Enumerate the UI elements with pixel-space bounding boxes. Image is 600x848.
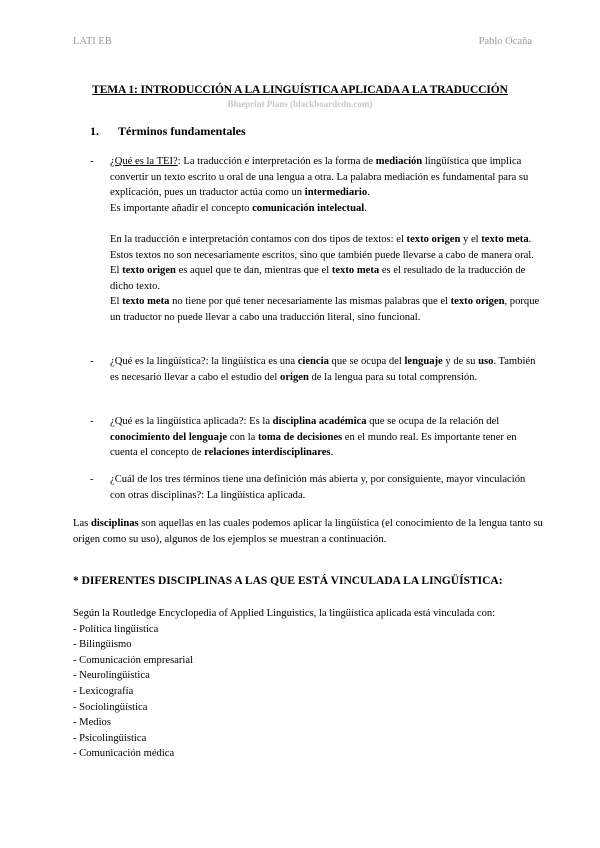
abierta-text: ¿Cuál de los tres términos tiene una definición más abierta y, por consiguiente, mayor vinculación con otras disciplinas?: La lingüística aplicada. xyxy=(110,474,526,501)
disciplinas-paragraph: Las disciplinas son aquellas en las cuales podemos aplicar la lingüística (el conocimiento de la lengua tanto su origen como su uso), algunos de los ejemplos se muestran a continuación. xyxy=(73,518,543,545)
tei-definition: ¿Qué es la TEI?: La traducción e interpretación es la forma de mediación lingüística que implica convertir un texto escrito u oral de una lengua a otra. La palabra mediación es fundamental para su explicación, pues un traductor actúa como un intermediario. xyxy=(110,156,529,199)
subheading-disciplinas: * DIFERENTES DISCIPLINAS A LAS QUE ESTÁ VINCULADA LA LINGÜÍSTICA: xyxy=(73,575,503,587)
list-item: - Medios xyxy=(73,717,111,729)
routledge-intro: Según la Routledge Encyclopedia of Applied Linguistics, la lingüística aplicada está vinculada con: xyxy=(73,608,496,619)
routledge-block xyxy=(73,606,543,762)
list-item-linguistica-aplicada xyxy=(90,414,540,461)
tei-concept: Es importante añadir el concepto comunicación intelectual. xyxy=(110,202,367,214)
list-item: - Lexicografía xyxy=(73,685,134,697)
bullet-dash: - xyxy=(90,416,94,427)
list-item: - Sociolingüística xyxy=(73,701,148,713)
linguistica-definition: ¿Qué es la lingüística?: la lingüística es una ciencia que se ocupa del lenguaje y de su uso. También es necesario llevar a cabo el estudio del origen de la lengua para su total comprensión. xyxy=(110,356,536,383)
tei-text-types: En la traducción e interpretación contamos con dos tipos de textos: el texto origen y el texto meta. Estos textos no son necesariamente escritos, sino que también puede llevarse a cabo de manera oral. El texto origen es aquel que te dan, mientras que el texto meta es el resultado de la traducción de dicho texto. xyxy=(110,233,534,292)
tei-meta-note: El texto meta no tiene por qué tener necesariamente las mismas palabras que el texto origen, porque un traductor no puede llevar a cabo una traducción literal, sino funcional. xyxy=(110,296,540,323)
bullet-dash: - xyxy=(90,474,94,485)
list-item-linguistica xyxy=(90,354,540,385)
page-title: TEMA 1: INTRODUCCIÓN A LA LINGUÍSTICA APLICADA A LA TRADUCCIÓN xyxy=(92,84,508,96)
list-item-tei xyxy=(90,154,540,326)
watermark: Blueprint Plans (blackboardcdn.com) xyxy=(227,99,373,109)
section-label: Términos fundamentales xyxy=(118,124,246,138)
header-author: Pablo Ocaña xyxy=(478,36,532,47)
bullet-dash: - xyxy=(90,156,94,167)
list-item: - Bilingüismo xyxy=(73,639,132,651)
header-course: LATI EB xyxy=(73,36,112,47)
bullet-dash: - xyxy=(90,356,94,367)
section-number: 1. xyxy=(90,124,99,138)
section-heading xyxy=(90,124,246,139)
list-item: - Comunicación empresarial xyxy=(73,654,194,666)
list-item: - Neurolingüística xyxy=(73,670,150,682)
list-item-definicion-abierta xyxy=(90,472,540,503)
aplicada-definition: ¿Qué es la lingüística aplicada?: Es la disciplina académica que se ocupa de la relación del conocimiento del lenguaje con la toma de decisiones en el mundo real. Es importante tener en cuenta el concepto de relaciones interdisciplinares. xyxy=(110,416,517,459)
list-item: - Comunicación médica xyxy=(73,748,175,760)
list-item: - Política lingüística xyxy=(73,623,159,635)
list-item: - Psicolingüística xyxy=(73,732,147,744)
disciplines-list xyxy=(73,622,543,762)
